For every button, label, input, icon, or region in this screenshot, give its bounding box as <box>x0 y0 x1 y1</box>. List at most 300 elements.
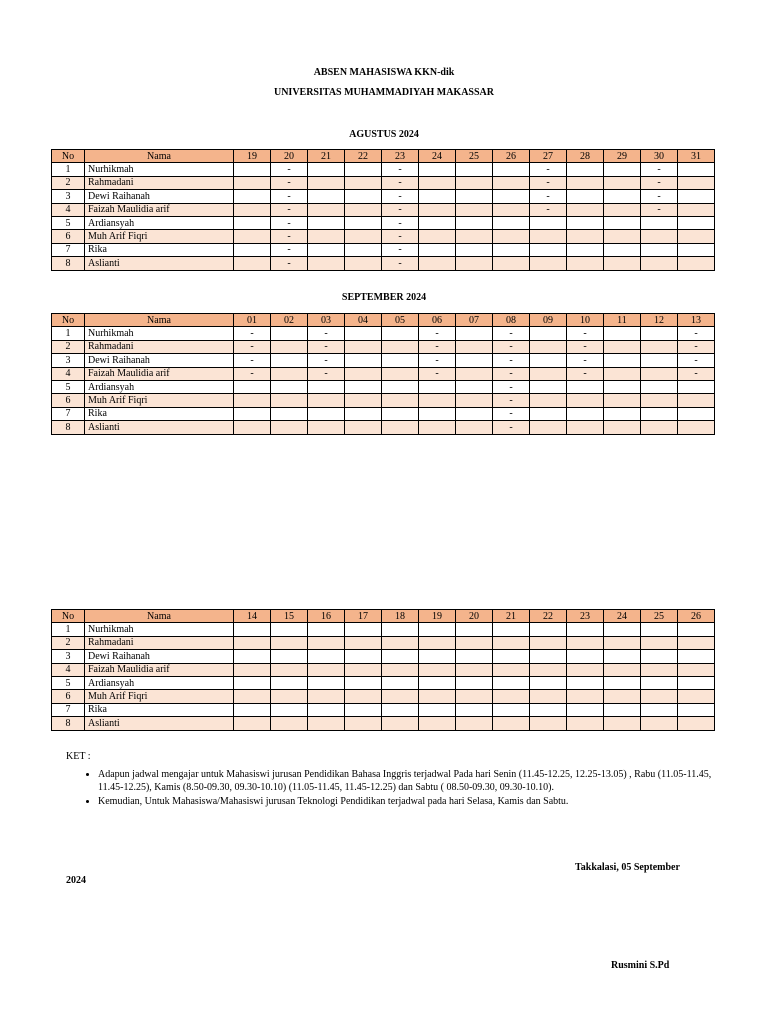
attendance-cell: - <box>493 421 530 434</box>
attendance-cell <box>419 421 456 434</box>
attendance-cell <box>234 690 271 703</box>
attendance-cell: - <box>382 257 419 270</box>
attendance-cell <box>271 394 308 407</box>
attendance-cell <box>419 690 456 703</box>
attendance-table-agustus <box>51 149 715 271</box>
attendance-cell <box>345 176 382 189</box>
attendance-cell: - <box>678 340 715 353</box>
attendance-cell: - <box>419 327 456 340</box>
column-header-date: 08 <box>493 314 530 327</box>
notes-label: KET : <box>66 751 91 762</box>
attendance-cell <box>678 190 715 203</box>
attendance-cell <box>641 367 678 380</box>
attendance-cell: - <box>530 176 567 189</box>
attendance-cell <box>604 354 641 367</box>
attendance-cell <box>567 163 604 176</box>
attendance-cell: - <box>493 407 530 420</box>
student-name-cell: Aslianti <box>85 257 234 270</box>
attendance-cell <box>382 421 419 434</box>
row-number-cell: 4 <box>52 203 85 216</box>
attendance-cell <box>419 243 456 256</box>
attendance-cell <box>234 203 271 216</box>
attendance-cell <box>345 650 382 663</box>
column-header-date: 19 <box>419 610 456 623</box>
attendance-cell <box>345 394 382 407</box>
attendance-cell <box>308 703 345 716</box>
student-name-cell: Muh Arif Fiqri <box>85 394 234 407</box>
attendance-cell <box>234 421 271 434</box>
attendance-cell <box>345 354 382 367</box>
attendance-cell <box>419 717 456 730</box>
attendance-cell <box>678 203 715 216</box>
attendance-cell <box>456 340 493 353</box>
attendance-cell: - <box>271 176 308 189</box>
attendance-cell <box>345 203 382 216</box>
table-row <box>52 230 715 243</box>
table-header-row <box>52 314 715 327</box>
table-row <box>52 380 715 393</box>
attendance-cell <box>456 176 493 189</box>
attendance-cell <box>678 650 715 663</box>
attendance-cell <box>382 663 419 676</box>
table-row <box>52 663 715 676</box>
column-header-date: 22 <box>345 150 382 163</box>
attendance-cell: - <box>419 340 456 353</box>
attendance-cell: - <box>493 327 530 340</box>
row-number-cell: 3 <box>52 354 85 367</box>
attendance-cell <box>234 163 271 176</box>
attendance-cell <box>419 163 456 176</box>
row-number-cell: 2 <box>52 636 85 649</box>
attendance-cell: - <box>641 163 678 176</box>
attendance-table-september <box>51 313 715 435</box>
attendance-cell <box>493 190 530 203</box>
row-number-cell: 4 <box>52 367 85 380</box>
attendance-cell <box>419 394 456 407</box>
attendance-cell <box>641 623 678 636</box>
attendance-cell <box>567 176 604 189</box>
attendance-cell: - <box>271 203 308 216</box>
attendance-cell <box>641 216 678 229</box>
attendance-cell <box>604 230 641 243</box>
date-year: 2024 <box>66 875 86 886</box>
column-header-date: 24 <box>604 610 641 623</box>
attendance-cell <box>493 703 530 716</box>
attendance-cell: - <box>234 340 271 353</box>
student-name-cell: Nurhikmah <box>85 163 234 176</box>
attendance-cell <box>567 703 604 716</box>
row-number-cell: 3 <box>52 190 85 203</box>
attendance-cell: - <box>382 243 419 256</box>
attendance-cell: - <box>678 327 715 340</box>
attendance-cell <box>271 676 308 689</box>
attendance-cell: - <box>271 243 308 256</box>
attendance-cell <box>530 421 567 434</box>
table-row <box>52 163 715 176</box>
row-number-cell: 2 <box>52 176 85 189</box>
attendance-cell <box>530 636 567 649</box>
column-header-date: 07 <box>456 314 493 327</box>
attendance-cell <box>382 717 419 730</box>
attendance-cell <box>419 230 456 243</box>
row-number-cell: 6 <box>52 394 85 407</box>
attendance-cell <box>271 650 308 663</box>
attendance-cell <box>234 216 271 229</box>
attendance-cell <box>456 650 493 663</box>
column-header-date: 21 <box>493 610 530 623</box>
attendance-cell <box>567 663 604 676</box>
attendance-cell <box>567 407 604 420</box>
row-number-cell: 8 <box>52 421 85 434</box>
attendance-cell <box>308 203 345 216</box>
attendance-cell <box>604 690 641 703</box>
student-name-cell: Rika <box>85 703 234 716</box>
attendance-cell <box>456 327 493 340</box>
column-header-date: 21 <box>308 150 345 163</box>
row-number-cell: 7 <box>52 703 85 716</box>
attendance-cell <box>493 663 530 676</box>
column-header-date: 28 <box>567 150 604 163</box>
column-header-no: No <box>52 150 85 163</box>
attendance-cell <box>604 407 641 420</box>
attendance-cell <box>493 216 530 229</box>
table-row <box>52 636 715 649</box>
notes-item: • Kemudian, Untuk Mahasiswa/Mahasiswi jurusan Teknologi Pendidikan terjadwal pada hari Selasa, Kamis dan Sabtu. <box>98 795 728 808</box>
attendance-cell: - <box>493 367 530 380</box>
table-row <box>52 407 715 420</box>
attendance-cell <box>678 230 715 243</box>
attendance-cell <box>271 636 308 649</box>
attendance-cell <box>308 636 345 649</box>
student-name-cell: Nurhikmah <box>85 623 234 636</box>
student-name-cell: Aslianti <box>85 421 234 434</box>
table-row <box>52 327 715 340</box>
attendance-cell <box>641 717 678 730</box>
attendance-cell <box>641 407 678 420</box>
attendance-cell <box>493 203 530 216</box>
attendance-cell <box>530 230 567 243</box>
attendance-cell <box>678 636 715 649</box>
column-header-date: 09 <box>530 314 567 327</box>
attendance-cell <box>382 650 419 663</box>
column-header-date: 23 <box>567 610 604 623</box>
column-header-date: 04 <box>345 314 382 327</box>
attendance-cell <box>234 190 271 203</box>
attendance-cell <box>604 216 641 229</box>
column-header-date: 16 <box>308 610 345 623</box>
attendance-cell <box>419 380 456 393</box>
attendance-cell <box>382 636 419 649</box>
attendance-cell <box>345 340 382 353</box>
column-header-date: 15 <box>271 610 308 623</box>
attendance-cell <box>271 327 308 340</box>
attendance-cell <box>604 340 641 353</box>
attendance-cell <box>678 690 715 703</box>
attendance-cell <box>345 636 382 649</box>
attendance-cell <box>530 257 567 270</box>
row-number-cell: 1 <box>52 327 85 340</box>
attendance-cell <box>530 703 567 716</box>
attendance-cell: - <box>234 327 271 340</box>
row-number-cell: 8 <box>52 717 85 730</box>
attendance-cell <box>234 717 271 730</box>
attendance-cell: - <box>567 354 604 367</box>
row-number-cell: 5 <box>52 216 85 229</box>
attendance-cell: - <box>419 354 456 367</box>
attendance-cell <box>641 394 678 407</box>
row-number-cell: 3 <box>52 650 85 663</box>
attendance-cell <box>234 663 271 676</box>
attendance-cell <box>308 394 345 407</box>
attendance-cell <box>493 650 530 663</box>
attendance-cell <box>641 327 678 340</box>
row-number-cell: 7 <box>52 243 85 256</box>
attendance-cell: - <box>678 354 715 367</box>
student-name-cell: Rika <box>85 407 234 420</box>
attendance-cell <box>308 257 345 270</box>
attendance-cell <box>456 407 493 420</box>
attendance-cell <box>419 203 456 216</box>
attendance-cell <box>678 407 715 420</box>
attendance-cell <box>530 717 567 730</box>
attendance-cell <box>678 623 715 636</box>
attendance-cell <box>456 163 493 176</box>
attendance-cell <box>382 354 419 367</box>
column-header-date: 11 <box>604 314 641 327</box>
student-name-cell: Dewi Raihanah <box>85 190 234 203</box>
student-name-cell: Rahmadani <box>85 340 234 353</box>
attendance-cell <box>456 394 493 407</box>
attendance-cell: - <box>308 354 345 367</box>
attendance-cell <box>345 216 382 229</box>
student-name-cell: Rika <box>85 243 234 256</box>
attendance-cell <box>641 340 678 353</box>
student-name-cell: Ardiansyah <box>85 380 234 393</box>
attendance-cell <box>456 421 493 434</box>
table-row <box>52 216 715 229</box>
attendance-cell <box>604 367 641 380</box>
notes-list <box>83 768 728 809</box>
attendance-cell <box>641 690 678 703</box>
attendance-cell: - <box>419 367 456 380</box>
attendance-cell <box>271 623 308 636</box>
column-header-no: No <box>52 610 85 623</box>
attendance-cell <box>604 663 641 676</box>
attendance-cell <box>493 176 530 189</box>
attendance-cell <box>419 636 456 649</box>
column-header-date: 19 <box>234 150 271 163</box>
table-row <box>52 690 715 703</box>
attendance-cell <box>530 623 567 636</box>
attendance-cell <box>271 690 308 703</box>
student-name-cell: Faizah Maulidia arif <box>85 367 234 380</box>
attendance-cell: - <box>678 367 715 380</box>
attendance-cell <box>419 703 456 716</box>
attendance-cell <box>678 216 715 229</box>
attendance-cell <box>234 623 271 636</box>
column-header-date: 26 <box>493 150 530 163</box>
attendance-cell <box>604 421 641 434</box>
attendance-cell <box>604 203 641 216</box>
attendance-cell <box>382 340 419 353</box>
attendance-cell <box>308 717 345 730</box>
student-name-cell: Rahmadani <box>85 176 234 189</box>
attendance-cell: - <box>234 367 271 380</box>
column-header-nama: Nama <box>85 610 234 623</box>
attendance-cell <box>567 676 604 689</box>
attendance-cell <box>641 243 678 256</box>
attendance-cell <box>419 257 456 270</box>
table-row <box>52 623 715 636</box>
attendance-cell: - <box>382 230 419 243</box>
table-row <box>52 367 715 380</box>
table-title-september: SEPTEMBER 2024 <box>341 292 427 303</box>
attendance-cell <box>382 676 419 689</box>
attendance-cell <box>641 703 678 716</box>
attendance-cell: - <box>382 216 419 229</box>
student-name-cell: Dewi Raihanah <box>85 354 234 367</box>
attendance-cell <box>493 257 530 270</box>
attendance-cell <box>567 650 604 663</box>
attendance-cell <box>604 257 641 270</box>
attendance-cell <box>456 190 493 203</box>
attendance-cell <box>604 163 641 176</box>
attendance-cell <box>456 203 493 216</box>
attendance-cell <box>604 243 641 256</box>
attendance-cell: - <box>493 394 530 407</box>
attendance-cell <box>382 407 419 420</box>
attendance-cell <box>604 190 641 203</box>
attendance-cell <box>678 176 715 189</box>
attendance-cell <box>271 407 308 420</box>
attendance-cell <box>345 380 382 393</box>
column-header-date: 05 <box>382 314 419 327</box>
attendance-cell <box>419 216 456 229</box>
attendance-cell <box>345 327 382 340</box>
attendance-cell <box>308 421 345 434</box>
attendance-cell: - <box>382 190 419 203</box>
column-header-date: 25 <box>456 150 493 163</box>
column-header-date: 14 <box>234 610 271 623</box>
attendance-cell <box>530 354 567 367</box>
attendance-cell: - <box>234 354 271 367</box>
column-header-date: 03 <box>308 314 345 327</box>
attendance-cell <box>382 380 419 393</box>
attendance-cell <box>456 717 493 730</box>
student-name-cell: Muh Arif Fiqri <box>85 690 234 703</box>
attendance-cell <box>345 367 382 380</box>
attendance-cell <box>345 243 382 256</box>
attendance-cell <box>308 163 345 176</box>
attendance-cell <box>530 367 567 380</box>
column-header-date: 01 <box>234 314 271 327</box>
attendance-cell <box>234 230 271 243</box>
attendance-cell <box>567 230 604 243</box>
student-name-cell: Ardiansyah <box>85 676 234 689</box>
attendance-cell <box>345 190 382 203</box>
table-row <box>52 394 715 407</box>
attendance-cell <box>530 327 567 340</box>
column-header-date: 17 <box>345 610 382 623</box>
attendance-cell: - <box>271 216 308 229</box>
attendance-cell <box>456 380 493 393</box>
student-name-cell: Faizah Maulidia arif <box>85 203 234 216</box>
attendance-cell <box>678 703 715 716</box>
column-header-date: 06 <box>419 314 456 327</box>
attendance-cell: - <box>567 327 604 340</box>
attendance-cell: - <box>567 340 604 353</box>
attendance-cell <box>419 176 456 189</box>
attendance-cell <box>419 650 456 663</box>
row-number-cell: 5 <box>52 380 85 393</box>
attendance-cell <box>382 703 419 716</box>
column-header-no: No <box>52 314 85 327</box>
attendance-cell <box>567 216 604 229</box>
column-header-date: 02 <box>271 314 308 327</box>
column-header-date: 20 <box>271 150 308 163</box>
attendance-cell: - <box>271 230 308 243</box>
attendance-cell <box>234 636 271 649</box>
attendance-cell <box>567 394 604 407</box>
column-header-nama: Nama <box>85 314 234 327</box>
attendance-cell <box>456 690 493 703</box>
attendance-cell <box>567 380 604 393</box>
attendance-cell <box>678 257 715 270</box>
attendance-cell: - <box>641 176 678 189</box>
attendance-cell <box>678 663 715 676</box>
attendance-cell <box>641 230 678 243</box>
attendance-cell <box>456 636 493 649</box>
row-number-cell: 4 <box>52 663 85 676</box>
attendance-cell <box>530 394 567 407</box>
attendance-cell <box>234 380 271 393</box>
attendance-cell <box>567 690 604 703</box>
place-date: Takkalasi, 05 September <box>575 862 680 873</box>
attendance-cell <box>419 407 456 420</box>
attendance-table-september-continued <box>51 609 715 731</box>
attendance-cell <box>678 243 715 256</box>
row-number-cell: 5 <box>52 676 85 689</box>
attendance-cell <box>271 421 308 434</box>
row-number-cell: 8 <box>52 257 85 270</box>
attendance-cell <box>604 623 641 636</box>
attendance-cell <box>567 636 604 649</box>
attendance-cell <box>604 703 641 716</box>
attendance-cell <box>308 690 345 703</box>
attendance-cell <box>308 407 345 420</box>
column-header-date: 22 <box>530 610 567 623</box>
attendance-cell <box>271 340 308 353</box>
attendance-cell <box>382 327 419 340</box>
attendance-cell <box>419 623 456 636</box>
attendance-cell <box>493 243 530 256</box>
column-header-nama: Nama <box>85 150 234 163</box>
attendance-cell <box>234 703 271 716</box>
attendance-cell: - <box>308 340 345 353</box>
student-name-cell: Aslianti <box>85 717 234 730</box>
row-number-cell: 2 <box>52 340 85 353</box>
attendance-cell <box>308 190 345 203</box>
table-row <box>52 243 715 256</box>
attendance-cell <box>382 623 419 636</box>
table-row <box>52 257 715 270</box>
column-header-date: 24 <box>419 150 456 163</box>
attendance-cell <box>345 676 382 689</box>
attendance-cell <box>234 257 271 270</box>
row-number-cell: 6 <box>52 230 85 243</box>
student-name-cell: Muh Arif Fiqri <box>85 230 234 243</box>
attendance-cell <box>456 230 493 243</box>
